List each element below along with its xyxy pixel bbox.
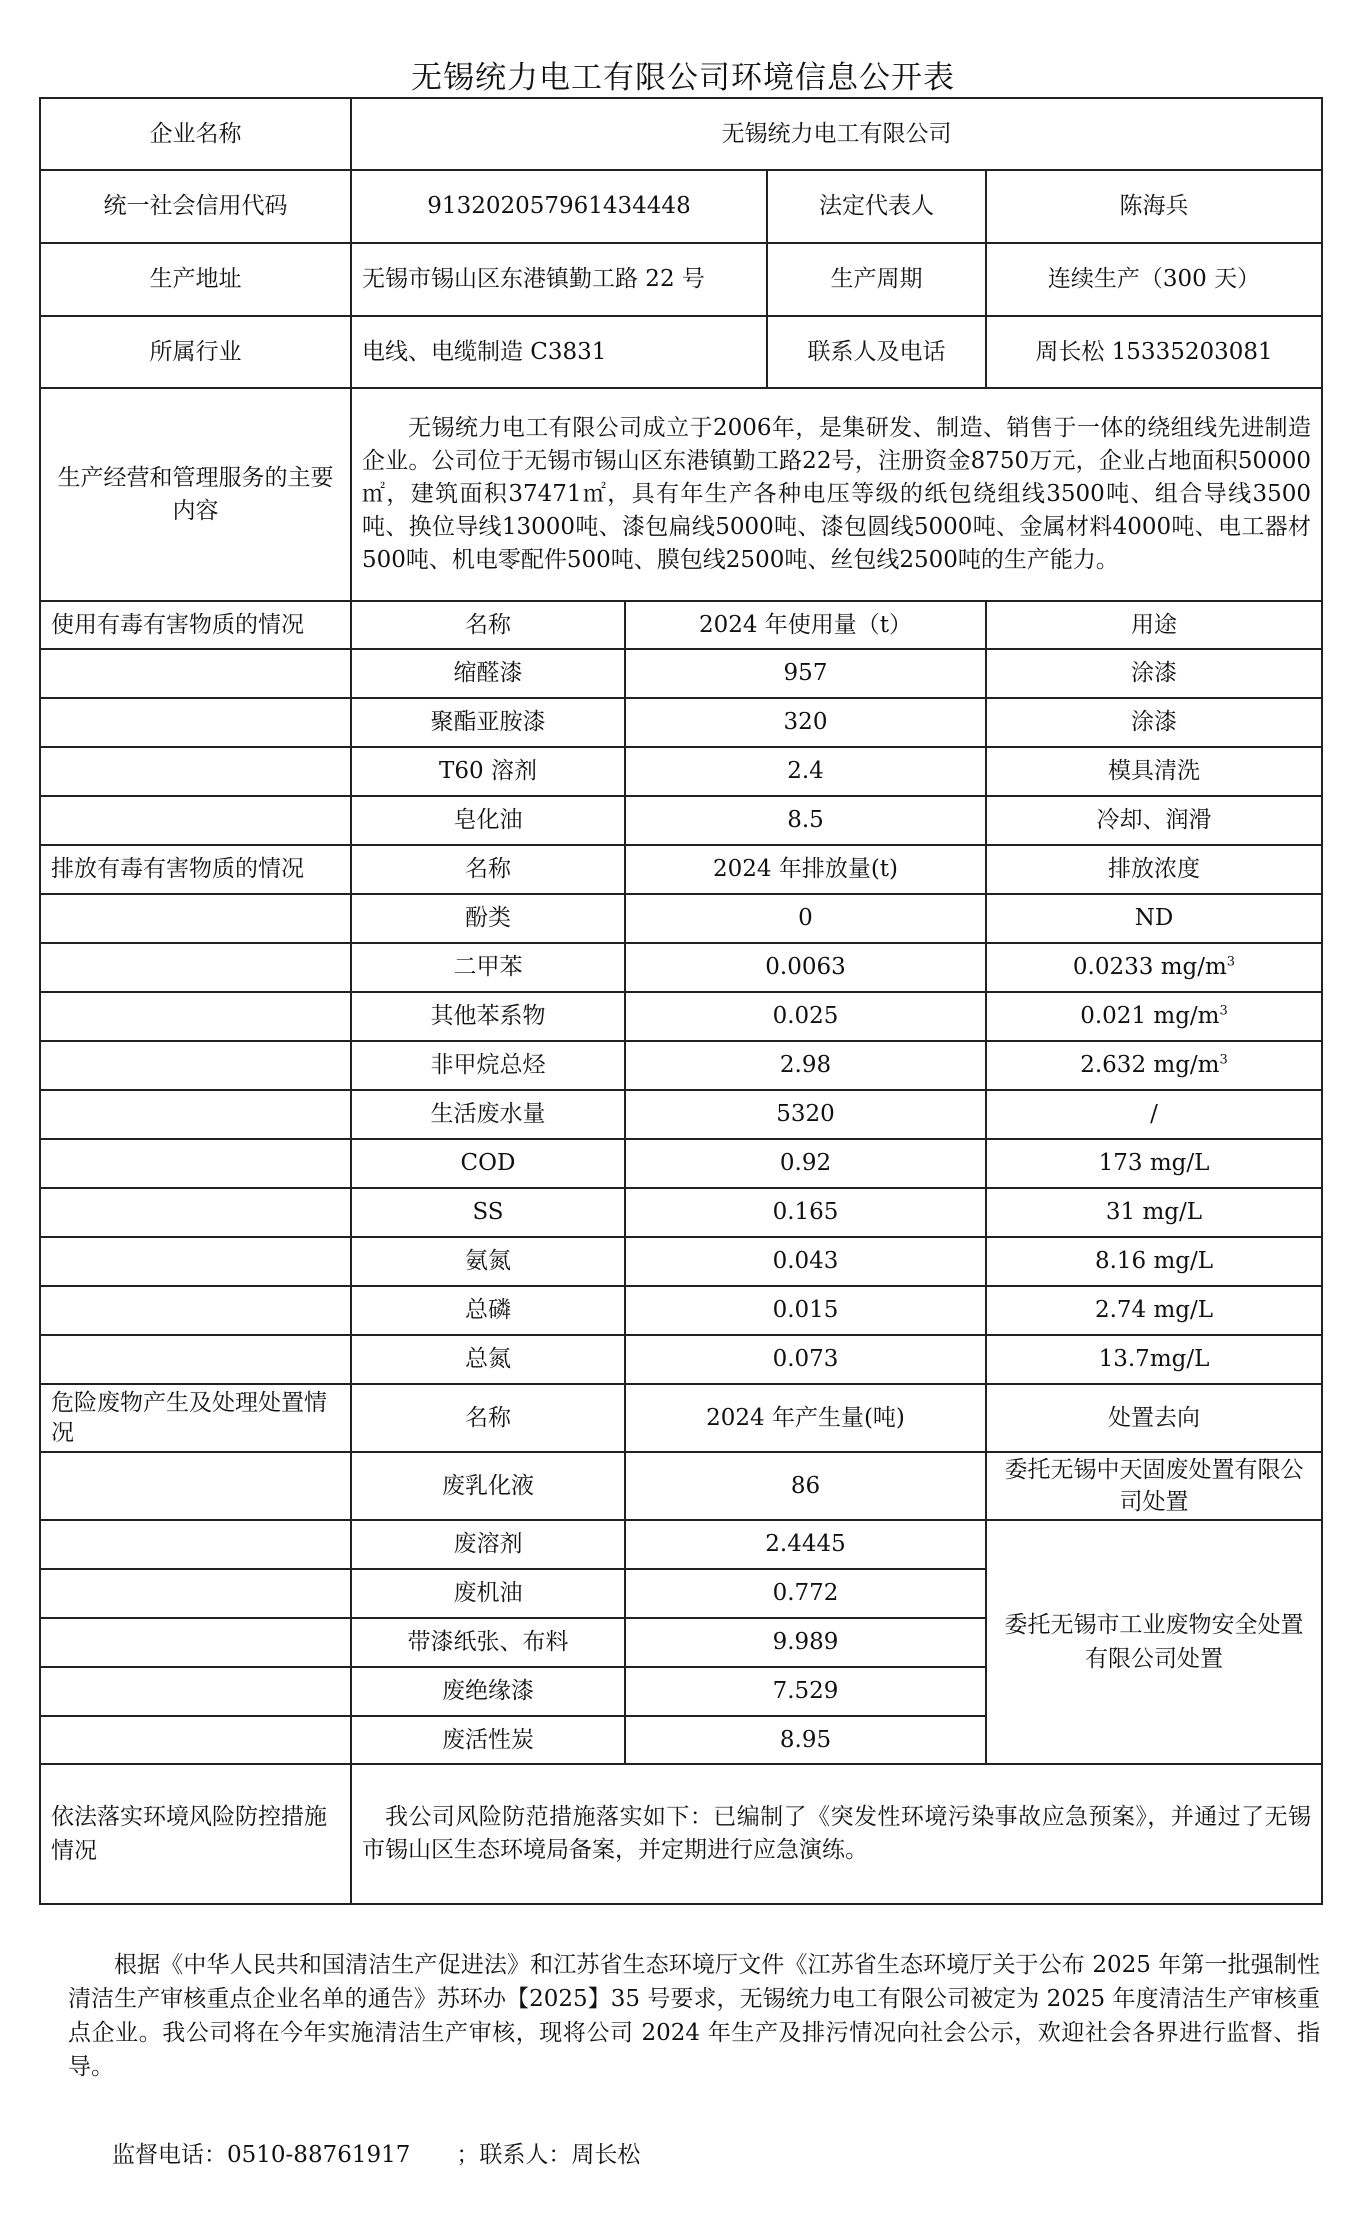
hazardous-waste-label: 危险废物产生及处理处置情况 xyxy=(40,1384,351,1452)
empty-cell xyxy=(40,1090,351,1139)
table-row xyxy=(40,1188,1322,1237)
business-label: 生产经营和管理服务的主要内容 xyxy=(40,388,351,601)
emission-amount: 5320 xyxy=(625,1090,986,1139)
empty-cell xyxy=(40,992,351,1041)
waste-amount: 86 xyxy=(625,1452,986,1520)
credit-code-label: 统一社会信用代码 xyxy=(40,170,351,243)
waste-amount: 8.95 xyxy=(625,1716,986,1764)
empty-cell xyxy=(40,894,351,943)
table-row xyxy=(40,894,1322,943)
emission-amount: 0.015 xyxy=(625,1286,986,1335)
emission-amount: 0.165 xyxy=(625,1188,986,1237)
emission-name: 生活废水量 xyxy=(351,1090,625,1139)
contact-value: 周长松 15335203081 xyxy=(986,316,1322,388)
toxic-use-purpose: 涂漆 xyxy=(986,698,1322,747)
legal-rep-label: 法定代表人 xyxy=(767,170,986,243)
emission-conc: / xyxy=(986,1090,1322,1139)
emission-conc: 8.16 mg/L xyxy=(986,1237,1322,1286)
emission-conc: 2.74 mg/L xyxy=(986,1286,1322,1335)
table-row xyxy=(40,1520,1322,1569)
emissions-header-row xyxy=(40,845,1322,894)
emission-name: 酚类 xyxy=(351,894,625,943)
table-row xyxy=(40,747,1322,796)
waste-amount: 9.989 xyxy=(625,1618,986,1667)
empty-cell xyxy=(40,1139,351,1188)
toxic-use-header-purpose: 用途 xyxy=(986,601,1322,649)
legal-rep-value: 陈海兵 xyxy=(986,170,1322,243)
table-row xyxy=(40,1452,1322,1520)
empty-cell xyxy=(40,1237,351,1286)
hazardous-waste-header-name: 名称 xyxy=(351,1384,625,1452)
company-name-value: 无锡统力电工有限公司 xyxy=(351,98,1322,170)
risk-text: 我公司风险防范措施落实如下：已编制了《突发性环境污染事故应急预案》，并通过了无锡市锡山区生态环境局备案，并定期进行应急演练。 xyxy=(351,1764,1322,1904)
emission-name: SS xyxy=(351,1188,625,1237)
table-row xyxy=(40,943,1322,992)
empty-cell xyxy=(40,747,351,796)
industry-label: 所属行业 xyxy=(40,316,351,388)
toxic-use-name: T60 溶剂 xyxy=(351,747,625,796)
emission-conc-value: 0.0233 mg/m xyxy=(1072,954,1227,980)
empty-cell xyxy=(40,649,351,698)
table-row xyxy=(40,992,1322,1041)
waste-amount: 0.772 xyxy=(625,1569,986,1618)
table-row xyxy=(40,1041,1322,1090)
industry-row xyxy=(40,316,1322,388)
address-row xyxy=(40,243,1322,316)
emission-amount: 0.073 xyxy=(625,1335,986,1384)
emission-conc xyxy=(986,1041,1322,1090)
emission-name: 总磷 xyxy=(351,1286,625,1335)
empty-cell xyxy=(40,1569,351,1618)
toxic-use-label: 使用有毒有害物质的情况 xyxy=(40,601,351,649)
empty-cell xyxy=(40,1188,351,1237)
toxic-use-purpose: 冷却、润滑 xyxy=(986,796,1322,845)
table-row xyxy=(40,1286,1322,1335)
address-value: 无锡市锡山区东港镇勤工路 22 号 xyxy=(351,243,767,316)
emission-amount: 0.025 xyxy=(625,992,986,1041)
empty-cell xyxy=(40,1667,351,1716)
emission-conc: 13.7mg/L xyxy=(986,1335,1322,1384)
empty-cell xyxy=(40,698,351,747)
emission-conc-unit-sup: 3 xyxy=(1219,1003,1228,1019)
empty-cell xyxy=(40,796,351,845)
contact-label: 联系人及电话 xyxy=(767,316,986,388)
toxic-use-header-row xyxy=(40,601,1322,649)
emission-amount: 0.043 xyxy=(625,1237,986,1286)
emission-name: 总氮 xyxy=(351,1335,625,1384)
waste-group-dest: 委托无锡市工业废物安全处置有限公司处置 xyxy=(986,1520,1322,1764)
table-row xyxy=(40,649,1322,698)
company-name-label: 企业名称 xyxy=(40,98,351,170)
emission-amount: 0.92 xyxy=(625,1139,986,1188)
emissions-header-name: 名称 xyxy=(351,845,625,894)
empty-cell xyxy=(40,1041,351,1090)
toxic-use-purpose: 模具清洗 xyxy=(986,747,1322,796)
toxic-use-name: 皂化油 xyxy=(351,796,625,845)
emissions-label: 排放有毒有害物质的情况 xyxy=(40,845,351,894)
emission-name: 二甲苯 xyxy=(351,943,625,992)
toxic-use-name: 缩醛漆 xyxy=(351,649,625,698)
table-row xyxy=(40,1139,1322,1188)
toxic-use-amount: 8.5 xyxy=(625,796,986,845)
waste-dest: 委托无锡中天固废处置有限公司处置 xyxy=(986,1452,1322,1520)
waste-name: 废活性炭 xyxy=(351,1716,625,1764)
empty-cell xyxy=(40,943,351,992)
business-row xyxy=(40,388,1322,601)
toxic-use-amount: 320 xyxy=(625,698,986,747)
cycle-label: 生产周期 xyxy=(767,243,986,316)
toxic-use-header-amount: 2024 年使用量（t） xyxy=(625,601,986,649)
table-row xyxy=(40,1090,1322,1139)
emission-amount: 0 xyxy=(625,894,986,943)
hazardous-waste-header-amount: 2024 年产生量(吨) xyxy=(625,1384,986,1452)
credit-code-row xyxy=(40,170,1322,243)
emission-conc-value: 0.021 mg/m xyxy=(1080,1003,1220,1029)
emissions-header-amount: 2024 年排放量(t) xyxy=(625,845,986,894)
emission-amount: 0.0063 xyxy=(625,943,986,992)
table-row xyxy=(40,1237,1322,1286)
emission-conc-unit-sup: 3 xyxy=(1219,1052,1228,1068)
toxic-use-purpose: 涂漆 xyxy=(986,649,1322,698)
toxic-use-amount: 957 xyxy=(625,649,986,698)
toxic-use-name: 聚酯亚胺漆 xyxy=(351,698,625,747)
emission-conc-unit-sup: 3 xyxy=(1226,954,1236,970)
empty-cell xyxy=(40,1335,351,1384)
emission-conc xyxy=(986,894,1322,943)
emission-conc xyxy=(986,992,1322,1041)
toxic-use-amount: 2.4 xyxy=(625,747,986,796)
cycle-value: 连续生产（300 天） xyxy=(986,243,1322,316)
empty-cell xyxy=(40,1716,351,1764)
table-row xyxy=(40,698,1322,747)
waste-name: 废乳化液 xyxy=(351,1452,625,1520)
hazardous-waste-header-row xyxy=(40,1384,1322,1452)
emission-name: COD xyxy=(351,1139,625,1188)
emission-name: 非甲烷总烃 xyxy=(351,1041,625,1090)
page-title: 无锡统力电工有限公司环境信息公开表 xyxy=(411,60,955,96)
emission-conc xyxy=(986,943,1322,992)
address-label: 生产地址 xyxy=(40,243,351,316)
empty-cell xyxy=(40,1520,351,1569)
emissions-header-conc: 排放浓度 xyxy=(986,845,1322,894)
company-name-row xyxy=(40,98,1322,170)
waste-amount: 2.4445 xyxy=(625,1520,986,1569)
waste-amount: 7.529 xyxy=(625,1667,986,1716)
footer-paragraph: 根据《中华人民共和国清洁生产促进法》和江苏省生态环境厅文件《江苏省生态环境厅关于公布 2025 年第一批强制性清洁生产审核重点企业名单的通告》苏环办【2025】35 号要求，无锡统力电工有限公司被定为 2025 年度清洁生产审核重点企业。我公司将在今年实施清洁生产审核，现将公司 2024 年生产及排污情况向社会公示，欢迎社会各界进行监督、指导。 xyxy=(68,1952,1320,2080)
emission-conc: 173 mg/L xyxy=(986,1139,1322,1188)
emission-name: 氨氮 xyxy=(351,1237,625,1286)
emission-amount: 2.98 xyxy=(625,1041,986,1090)
waste-name: 带漆纸张、布料 xyxy=(351,1618,625,1667)
emission-conc: 31 mg/L xyxy=(986,1188,1322,1237)
waste-name: 废机油 xyxy=(351,1569,625,1618)
risk-label: 依法落实环境风险防控措施情况 xyxy=(40,1764,351,1904)
table-row xyxy=(40,1335,1322,1384)
credit-code-value: 913202057961434448 xyxy=(351,170,767,243)
empty-cell xyxy=(40,1286,351,1335)
waste-name: 废绝缘漆 xyxy=(351,1667,625,1716)
table-row xyxy=(40,796,1322,845)
empty-cell xyxy=(40,1452,351,1520)
emission-name: 其他苯系物 xyxy=(351,992,625,1041)
supervision-contact: 监督电话：0510-88761917 ；联系人：周长松 xyxy=(112,2142,641,2168)
toxic-use-header-name: 名称 xyxy=(351,601,625,649)
industry-value: 电线、电缆制造 C3831 xyxy=(351,316,767,388)
empty-cell xyxy=(40,1618,351,1667)
risk-row xyxy=(40,1764,1322,1904)
business-text: 无锡统力电工有限公司成立于2006年，是集研发、制造、销售于一体的绕组线先进制造企业。公司位于无锡市锡山区东港镇勤工路22号，注册资金8750万元，企业占地面积50000㎡，建筑面积37471㎡，具有年生产各种电压等级的纸包绕组线3500吨、组合导线3500吨、换位导线13000吨、漆包扁线5000吨、漆包圆线5000吨、金属材料4000吨、电工器材500吨、机电零配件500吨、膜包线2500吨、丝包线2500吨的生产能力。 xyxy=(351,388,1322,601)
hazardous-waste-header-dest: 处置去向 xyxy=(986,1384,1322,1452)
emission-conc-value: ND xyxy=(1134,905,1174,931)
emission-conc-value: 2.632 mg/m xyxy=(1080,1052,1220,1078)
environment-info-table xyxy=(39,97,1323,1905)
waste-name: 废溶剂 xyxy=(351,1520,625,1569)
